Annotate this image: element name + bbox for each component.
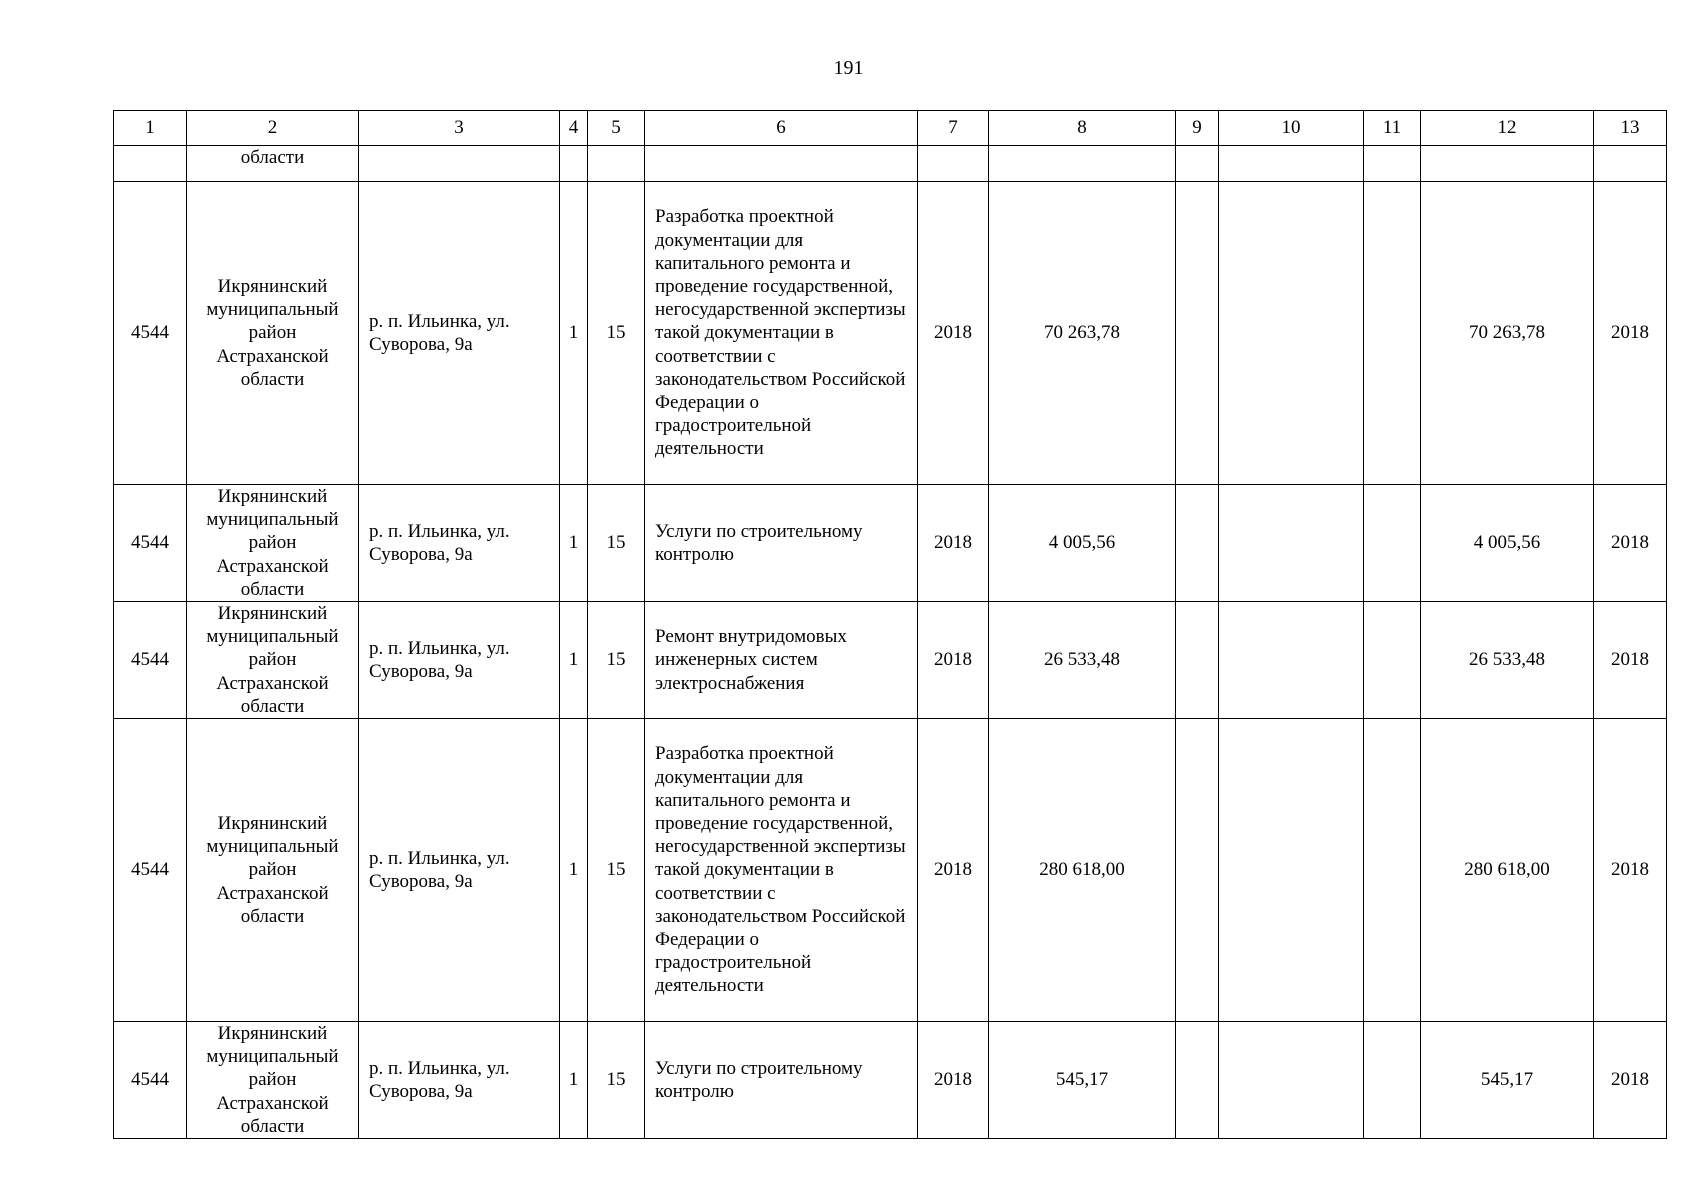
cell-col11 [1364, 1022, 1421, 1139]
cell-id: 4544 [114, 485, 187, 602]
cell-col5: 15 [588, 1022, 645, 1139]
column-header: 3 [359, 111, 560, 146]
cell-id: 4544 [114, 1022, 187, 1139]
cell-id: 4544 [114, 602, 187, 719]
cell-work: Услуги по строительному контролю [645, 1022, 918, 1139]
cell-col11 [1364, 602, 1421, 719]
cell-col10 [1219, 719, 1364, 1022]
cell-col10 [1219, 485, 1364, 602]
cell-col12 [1421, 146, 1594, 182]
cell-address: р. п. Ильинка, ул. Суворова, 9а [359, 182, 560, 485]
cell-col9 [1176, 182, 1219, 485]
cell-work: Ремонт внутридомовых инженерных систем электроснабжения [645, 602, 918, 719]
cell-district: Икрянинский муниципальный район Астраханской области [187, 1022, 359, 1139]
cell-col5: 15 [588, 719, 645, 1022]
cell-id [114, 146, 187, 182]
cell-col13 [1594, 146, 1667, 182]
cell-col12: 280 618,00 [1421, 719, 1594, 1022]
cell-col13: 2018 [1594, 602, 1667, 719]
table-row [114, 719, 1667, 1022]
cell-col12: 4 005,56 [1421, 485, 1594, 602]
continuation-row [114, 146, 1667, 182]
cell-col9 [1176, 146, 1219, 182]
cell-total [989, 146, 1176, 182]
cell-address: р. п. Ильинка, ул. Суворова, 9а [359, 719, 560, 1022]
column-header: 6 [645, 111, 918, 146]
cell-year: 2018 [918, 1022, 989, 1139]
cell-col5: 15 [588, 602, 645, 719]
table-row [114, 1022, 1667, 1139]
cell-work: Разработка проектной документации для капитального ремонта и проведение государственной, негосударственной экспертизы такой документации в соответствии с законодательством Российской Федерации о градостроительной деятельности [645, 182, 918, 485]
column-header: 5 [588, 111, 645, 146]
cell-col13: 2018 [1594, 182, 1667, 485]
cell-col10 [1219, 602, 1364, 719]
column-header: 1 [114, 111, 187, 146]
cell-address: р. п. Ильинка, ул. Суворова, 9а [359, 602, 560, 719]
cell-year [918, 146, 989, 182]
cell-col11 [1364, 719, 1421, 1022]
cell-col5 [588, 146, 645, 182]
column-header: 11 [1364, 111, 1421, 146]
column-header: 13 [1594, 111, 1667, 146]
cell-total: 4 005,56 [989, 485, 1176, 602]
cell-col11 [1364, 485, 1421, 602]
cell-col11 [1364, 182, 1421, 485]
cell-work [645, 146, 918, 182]
cell-total: 545,17 [989, 1022, 1176, 1139]
cell-address [359, 146, 560, 182]
cell-col12: 70 263,78 [1421, 182, 1594, 485]
cell-col13: 2018 [1594, 1022, 1667, 1139]
cell-address: р. п. Ильинка, ул. Суворова, 9а [359, 485, 560, 602]
cell-col9 [1176, 602, 1219, 719]
table-row [114, 602, 1667, 719]
cell-col4: 1 [560, 485, 588, 602]
cell-col4 [560, 146, 588, 182]
table-row [114, 485, 1667, 602]
cell-work: Разработка проектной документации для капитального ремонта и проведение государственной, негосударственной экспертизы такой документации в соответствии с законодательством Российской Федерации о градостроительной деятельности [645, 719, 918, 1022]
cell-total: 280 618,00 [989, 719, 1176, 1022]
cell-district: Икрянинский муниципальный район Астраханской области [187, 485, 359, 602]
cell-col4: 1 [560, 602, 588, 719]
cell-col9 [1176, 485, 1219, 602]
table-row [114, 182, 1667, 485]
cell-col10 [1219, 146, 1364, 182]
cell-col5: 15 [588, 182, 645, 485]
cell-col12: 545,17 [1421, 1022, 1594, 1139]
cell-col11 [1364, 146, 1421, 182]
cell-col4: 1 [560, 1022, 588, 1139]
cell-work: Услуги по строительному контролю [645, 485, 918, 602]
cell-col10 [1219, 1022, 1364, 1139]
column-number-header-row [114, 111, 1667, 146]
cell-total: 70 263,78 [989, 182, 1176, 485]
cell-address: р. п. Ильинка, ул. Суворова, 9а [359, 1022, 560, 1139]
page-number: 191 [833, 57, 864, 79]
cell-col9 [1176, 719, 1219, 1022]
capital-repair-table [113, 110, 1667, 1139]
column-header: 9 [1176, 111, 1219, 146]
cell-district: Икрянинский муниципальный район Астраханской области [187, 602, 359, 719]
cell-col5: 15 [588, 485, 645, 602]
cell-district: Икрянинский муниципальный район Астраханской области [187, 719, 359, 1022]
cell-district: Икрянинский муниципальный район Астраханской области [187, 182, 359, 485]
column-header: 12 [1421, 111, 1594, 146]
column-header: 2 [187, 111, 359, 146]
cell-id: 4544 [114, 719, 187, 1022]
cell-col13: 2018 [1594, 485, 1667, 602]
cell-id: 4544 [114, 182, 187, 485]
cell-col10 [1219, 182, 1364, 485]
column-header: 10 [1219, 111, 1364, 146]
cell-col13: 2018 [1594, 719, 1667, 1022]
cell-district: области [187, 146, 359, 182]
cell-year: 2018 [918, 719, 989, 1022]
cell-year: 2018 [918, 602, 989, 719]
cell-total: 26 533,48 [989, 602, 1176, 719]
cell-col9 [1176, 1022, 1219, 1139]
column-header: 7 [918, 111, 989, 146]
cell-col4: 1 [560, 182, 588, 485]
column-header: 8 [989, 111, 1176, 146]
column-header: 4 [560, 111, 588, 146]
cell-col12: 26 533,48 [1421, 602, 1594, 719]
cell-col4: 1 [560, 719, 588, 1022]
cell-year: 2018 [918, 485, 989, 602]
cell-year: 2018 [918, 182, 989, 485]
